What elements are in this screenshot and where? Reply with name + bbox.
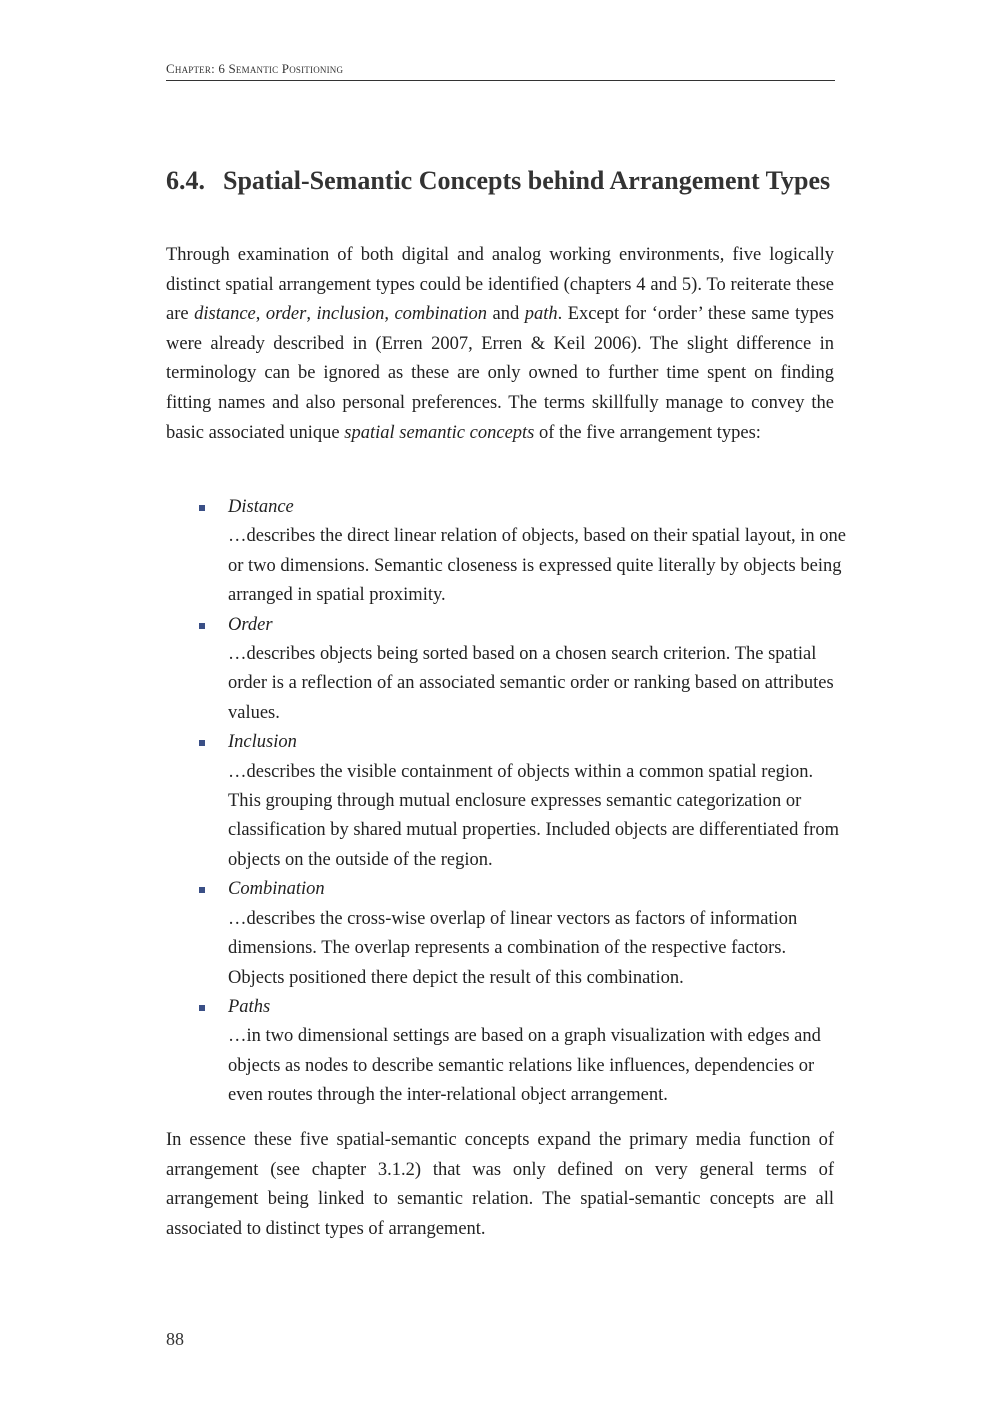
concept-description: …describes objects being sorted based on a chosen search criterion. The spatial order is a reflection of an associated semantic order or ranking based on attributes values.: [228, 644, 834, 723]
list-item: [166, 875, 846, 993]
bullet-square-icon: [199, 740, 205, 746]
bullet-square-icon: [199, 623, 205, 629]
list-item: [166, 611, 846, 729]
concept-list: [166, 493, 846, 1111]
list-item: [166, 728, 846, 875]
concept-term: Combination: [228, 879, 325, 900]
concept-description: …describes the visible containment of objects within a common spatial region. This grouping through mutual enclosure expresses semantic categorization or classification by shared mutual properties. Included objects are differentiated from objects on the outside of the region.: [228, 761, 839, 870]
concept-description: …in two dimensional settings are based on a graph visualization with edges and objects as nodes to describe semantic relations like influences, dependencies or even routes through the inter-relational object arrangement.: [228, 1026, 821, 1106]
intro-sep-2: ,: [306, 304, 317, 325]
intro-text-1: Through examination of both digital and analog working environments, five logically distinct spatial arrangement types could be identified (chapters 4 and 5). To reiterate these are: [166, 245, 834, 325]
concept-term: Order: [228, 614, 273, 635]
term-order: order: [265, 304, 307, 325]
term-distance: distance: [194, 304, 256, 325]
section-heading: [166, 166, 846, 196]
term-spatial-semantic-concepts: spatial semantic concepts: [344, 422, 535, 443]
list-item: [166, 993, 846, 1111]
term-path: path: [524, 304, 558, 325]
intro-sep-4: and: [486, 304, 525, 325]
concept-description: …describes the cross-wise overlap of linear vectors as factors of information dimensions. The overlap represents a combination of the respective factors. Objects positioned there depict the result of this combination.: [228, 908, 798, 988]
section-number: 6.4.: [166, 166, 205, 195]
concept-description: …describes the direct linear relation of objects, based on their spatial layout, in one or two dimensions. Semantic closeness is expressed quite literally by objects being arranged in spatial proximity.: [228, 526, 847, 606]
concept-term: Distance: [228, 497, 294, 517]
concept-term: Inclusion: [228, 732, 297, 753]
intro-text-2: . Except for ‘order’ these same types were already described in (Erren 2007, Erren & Keil 2006). The slight difference in terminology can be ignored as these are only owned to further time spent on finding fitting names and also personal preferences. The terms skillfully manage to convey the basic associated unique: [166, 304, 834, 443]
running-header: Chapter: 6 Semantic Positioning: [166, 61, 835, 81]
section-title: Spatial-Semantic Concepts behind Arrangement Types: [223, 166, 831, 195]
closing-paragraph: In essence these five spatial-semantic concepts expand the primary media function of arrangement (see chapter 3.1.2) that was only defined on very general terms of arrangement being linked to semantic relation. The spatial-semantic concepts are all associated to distinct types of arrangement.: [166, 1130, 834, 1239]
concept-term: Paths: [228, 996, 271, 1017]
term-inclusion: inclusion: [316, 304, 385, 325]
bullet-square-icon: [199, 505, 205, 511]
page-number: 88: [166, 1329, 184, 1349]
intro-paragraph: [166, 241, 834, 448]
intro-sep-1: ,: [255, 304, 266, 325]
bullet-square-icon: [199, 887, 205, 893]
intro-text-3: of the five arrangement types:: [534, 422, 761, 443]
intro-sep-3: ,: [384, 304, 395, 325]
bullet-square-icon: [199, 1005, 205, 1011]
list-item: [166, 493, 846, 611]
term-combination: combination: [394, 304, 487, 325]
